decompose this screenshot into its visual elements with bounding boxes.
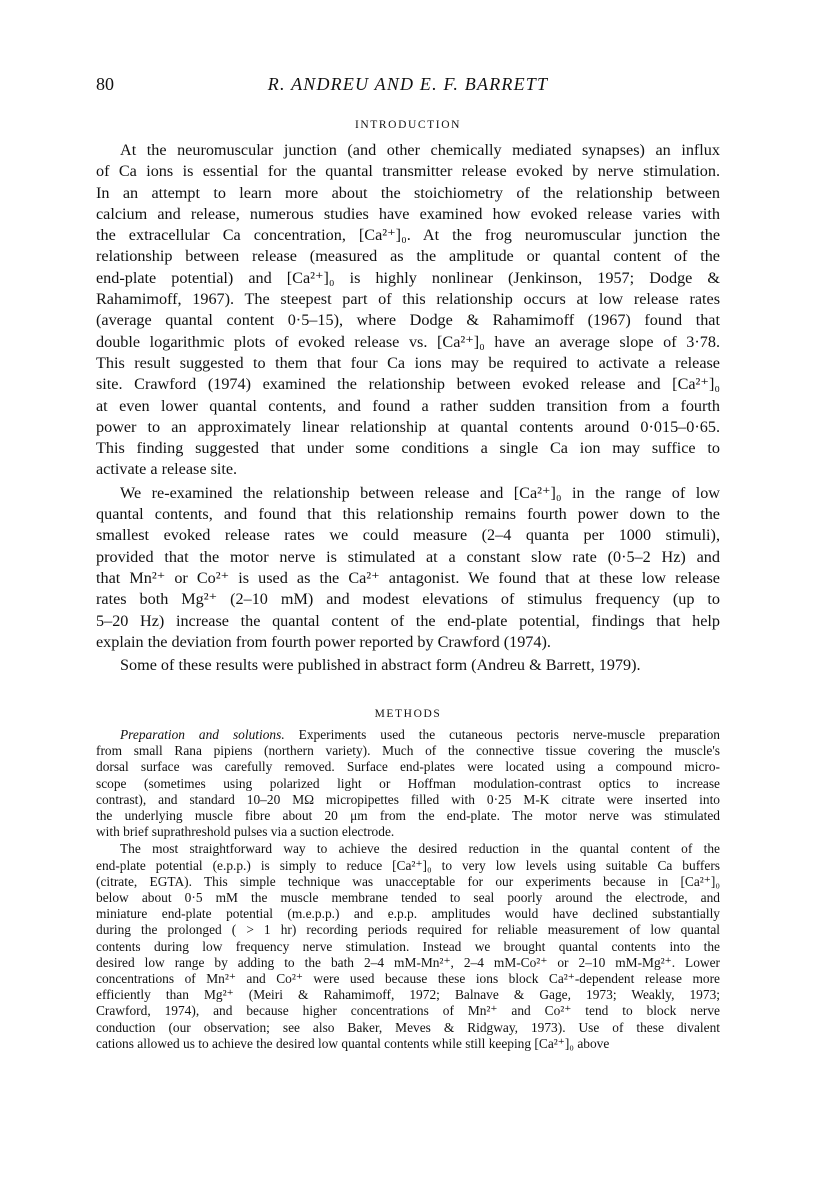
line-text: Crawford, 1974), and because higher concentrations of Mn²⁺ and Co²⁺ tend to block nerve <box>96 1003 720 1019</box>
text-line <box>96 655 720 676</box>
text-line <box>96 874 720 890</box>
line-text: conduction (our observation; see also Baker, Meves & Ridgway, 1973). Use of these divalent <box>96 1019 720 1035</box>
text-line <box>96 183 720 204</box>
text-line <box>96 824 720 840</box>
introduction-heading: INTRODUCTION <box>354 119 462 131</box>
text-line <box>96 922 720 938</box>
line-text: below about 0·5 mM the muscle membrane tended to seal poorly around the electrode, and <box>96 890 720 906</box>
text-line <box>96 759 720 775</box>
text-line <box>96 140 720 161</box>
line-text: from small Rana pipiens (northern variety). Much of the connective tissue covering the muscle's <box>96 743 720 759</box>
line-text: We re-examined the relationship between release and [Ca²⁺]₀ in the range of low <box>120 483 720 502</box>
text-line <box>96 332 720 353</box>
line-text: In an attempt to learn more about the stoichiometry of the relationship between <box>96 183 720 202</box>
line-text: provided that the motor nerve is stimulated at a constant slow rate (0·5–2 Hz) and <box>96 547 720 566</box>
line-text: end-plate potential (e.p.p.) is simply to reduce [Ca²⁺]₀ to very low levels using suitable Ca buffers <box>96 857 720 873</box>
text-line <box>96 417 720 438</box>
text-line <box>96 841 720 857</box>
line-text: of Ca ions is essential for the quantal transmitter release evoked by nerve stimulation. <box>96 162 720 181</box>
page-number: 80 <box>96 74 114 94</box>
line-text: (citrate, EGTA). This simple technique was unacceptable for our experiments because in [Ca²⁺]₀ <box>96 873 720 889</box>
text-line <box>96 632 720 653</box>
text-line <box>96 161 720 182</box>
paragraph <box>96 140 720 481</box>
text-line <box>96 955 720 971</box>
line-text: activate a release site. <box>96 460 238 479</box>
text-line <box>96 1003 720 1019</box>
line-text: relationship between release (measured as the amplitude or quantal content of the <box>96 247 720 266</box>
line-text: (average quantal content 0·5–15), where Dodge & Rahamimoff (1967) found that <box>96 311 720 330</box>
line-text: calcium and release, numerous studies have examined how evoked release varies with <box>96 204 720 223</box>
text-line <box>96 808 720 824</box>
line-text: 5–20 Hz) increase the quantal content of the end-plate potential, findings that help <box>96 611 720 630</box>
line-text: This finding suggested that under some conditions a single Ca ion may suffice to <box>96 439 720 458</box>
text-line <box>96 727 720 743</box>
text-line <box>96 225 720 246</box>
text-line <box>96 987 720 1003</box>
line-text: efficiently than Mg²⁺ (Meiri & Rahamimoff, 1972; Balnave & Gage, 1973; Weakly, 1973; <box>96 987 720 1003</box>
line-text: at even lower quantal contents, and found a rather sudden transition from a fourth <box>96 396 720 415</box>
text-line <box>96 1020 720 1036</box>
text-line <box>96 438 720 459</box>
text-line <box>96 246 720 267</box>
line-text: power to an approximately linear relationship at quantal contents around 0·015–0·65. <box>96 417 720 436</box>
text-line <box>96 504 720 525</box>
line-text: miniature end-plate potential (m.e.p.p.) and e.p.p. amplitudes would have declined substantially <box>96 906 720 922</box>
line-text: that Mn²⁺ or Co²⁺ is used as the Ca²⁺ antagonist. We found that at these low release <box>96 568 720 587</box>
line-text: Some of these results were published in abstract form (Andreu & Barrett, 1979). <box>120 656 641 675</box>
paragraph <box>96 655 720 676</box>
line-text: site. Crawford (1974) examined the relationship between evoked release and [Ca²⁺]₀ <box>96 375 720 394</box>
lead-in: Preparation and solutions. <box>120 727 285 742</box>
line-text: concentrations of Mn²⁺ and Co²⁺ were used because these ions block Ca²⁺-dependent release more <box>96 971 720 987</box>
introduction-body <box>96 140 720 676</box>
line-text: This result suggested to them that four Ca ions may be required to activate a release <box>96 353 720 372</box>
text-line <box>96 1036 720 1052</box>
line-text: double logarithmic plots of evoked release vs. [Ca²⁺]₀ have an average slope of 3·78. <box>96 332 720 351</box>
line-text: quantal contents, and found that this relationship remains fourth power down to the <box>96 505 720 524</box>
paragraph <box>96 483 720 653</box>
running-head <box>96 74 720 100</box>
line-text: the underlying muscle fibre about 20 μm from the end-plate. The motor nerve was stimulated <box>96 808 720 824</box>
text-line <box>96 971 720 987</box>
text-line <box>96 268 720 289</box>
text-line <box>96 939 720 955</box>
line-text: desired low range by adding to the bath 2–4 mM-Mn²⁺, 2–4 mM-Co²⁺ or 2–10 mM-Mg²⁺. Lower <box>96 954 720 970</box>
text-line <box>96 776 720 792</box>
text-line <box>96 743 720 759</box>
line-text: dorsal surface was carefully removed. Surface end-plates were located using a compound micro- <box>96 759 720 775</box>
text-line <box>96 289 720 310</box>
line-text: end-plate potential) and [Ca²⁺]₀ is highly nonlinear (Jenkinson, 1957; Dodge & <box>96 268 720 287</box>
text-line <box>96 858 720 874</box>
line-text: scope (sometimes using polarized light or Hoffman modulation-contrast optics to increase <box>96 775 720 791</box>
line-text: smallest evoked release rates we could measure (2–4 quanta per 1000 stimuli), <box>96 526 720 545</box>
text-line <box>96 525 720 546</box>
line-text: cations allowed us to achieve the desired low quantal contents while still keeping [Ca²⁺]₀ above <box>96 1035 610 1051</box>
line-text: The most straightforward way to achieve the desired reduction in the quantal content of the <box>120 841 720 857</box>
line-text: contents during low frequency nerve stimulation. Instead we brought quantal contents into the <box>96 938 720 954</box>
paragraph <box>96 841 720 1052</box>
line-text: Experiments used the cutaneous pectoris nerve-muscle preparation <box>298 727 720 742</box>
line-text: rates both Mg²⁺ (2–10 mM) and modest elevations of stimulus frequency (up to <box>96 590 720 609</box>
text-line <box>96 204 720 225</box>
text-line <box>96 792 720 808</box>
text-line <box>96 310 720 331</box>
line-text: with brief suprathreshold pulses via a suction electrode. <box>96 824 395 840</box>
paragraph <box>96 727 720 840</box>
text-line <box>96 611 720 632</box>
text-line <box>96 906 720 922</box>
text-line <box>96 589 720 610</box>
methods-body <box>96 727 720 1052</box>
line-text: Rahamimoff, 1967). The steepest part of this relationship occurs at low release rates <box>96 290 720 309</box>
text-line <box>96 890 720 906</box>
line-text: contrast), and standard 10–20 MΩ micropipettes filled with 0·25 M-K citrate were inserted into <box>96 791 720 807</box>
running-head-authors: R. ANDREU AND E. F. BARRETT <box>267 74 549 94</box>
text-line <box>96 374 720 395</box>
line-text: At the neuromuscular junction (and other chemically mediated synapses) an influx <box>120 141 720 159</box>
line-text: the extracellular Ca concentration, [Ca²⁺]₀. At the frog neuromuscular junction the <box>96 226 720 245</box>
text-line <box>96 568 720 589</box>
text-line <box>96 459 720 480</box>
text-line <box>96 547 720 568</box>
text-line <box>96 353 720 374</box>
text-line <box>96 396 720 417</box>
line-text: during the prolonged ( > 1 hr) recording periods required for reliable measurement of low quantal <box>96 922 720 938</box>
line-text: explain the deviation from fourth power reported by Crawford (1974). <box>96 632 551 651</box>
methods-heading: METHODS <box>374 708 442 720</box>
text-line <box>96 483 720 504</box>
